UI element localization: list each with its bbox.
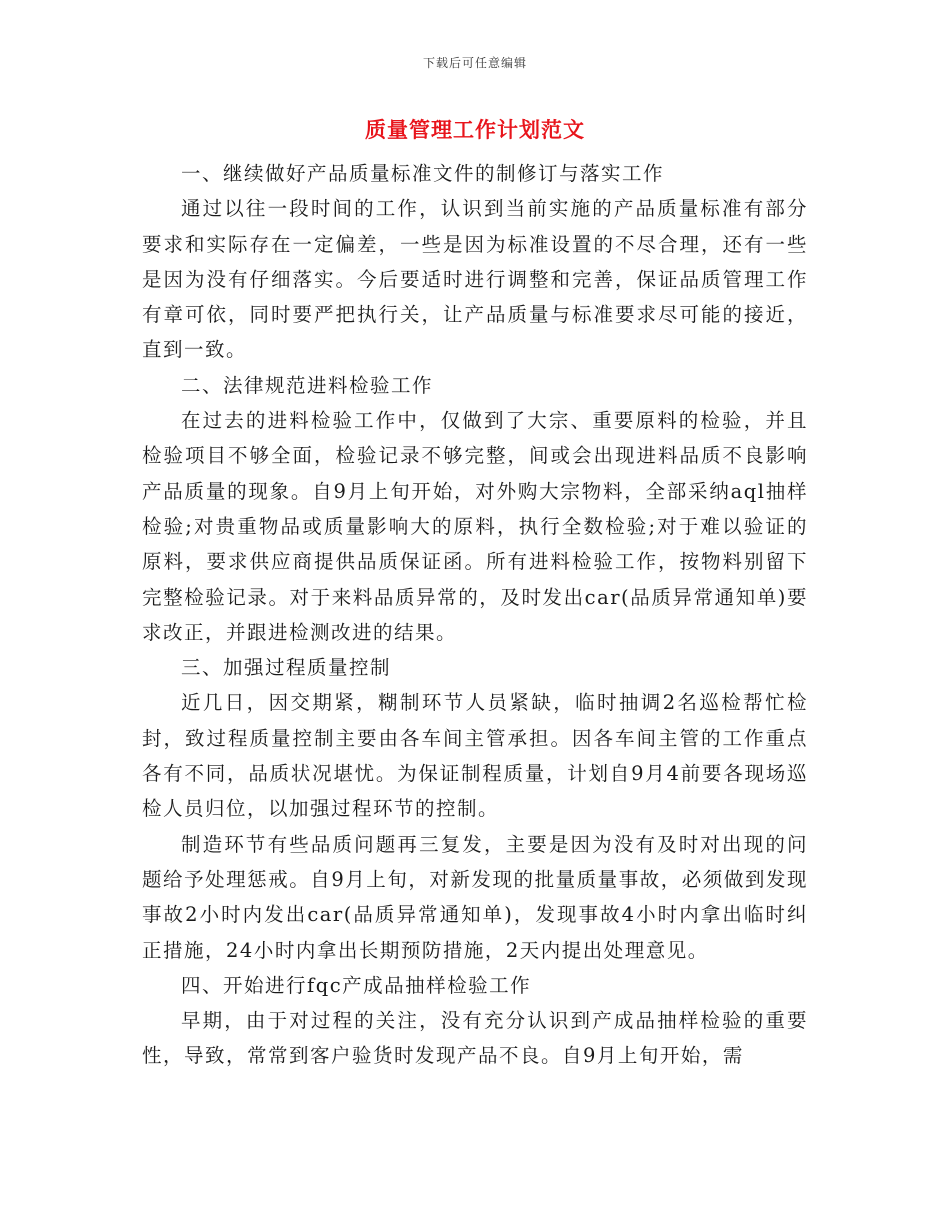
section-heading-3: 三、加强过程质量控制: [181, 656, 392, 680]
paragraph: 早期，由于对过程的关注，没有充分认识到产成品抽样检验的重要性，导致，常常到客户验货时发现产品不良。自9月上旬开始，需: [142, 1009, 808, 1068]
paragraph: 通过以往一段时间的工作，认识到当前实施的产品质量标准有部分要求和实际存在一定偏差，一些是因为标准设置的不尽合理，还有一些是因为没有仔细落实。今后要适时进行调整和完善，保证品质管理工作有章可依，同时要严把执行关，让产品质量与标准要求尽可能的接近，直到一致。: [142, 197, 808, 362]
header-note: 下载后可任意编辑: [422, 56, 527, 70]
section-heading-1: 一、继续做好产品质量标准文件的制修订与落实工作: [181, 162, 665, 185]
document-body: [142, 156, 808, 1074]
document-title: 质量管理工作计划范文: [365, 117, 585, 142]
paragraph: 近几日，因交期紧，糊制环节人员紧缺，临时抽调2名巡检帮忙检封，致过程质量控制主要由各车间主管承担。因各车间主管的工作重点各有不同，品质状况堪忧。为保证制程质量，计划自9月4前要各现场巡检人员归位，以加强过程环节的控制。: [142, 691, 808, 821]
section-heading-2: 二、法律规范进料检验工作: [181, 373, 434, 397]
paragraph: 制造环节有些品质问题再三复发，主要是因为没有及时对出现的问题给予处理惩戒。自9月上旬，对新发现的批量质量事故，必须做到发现事故2小时内发出car(品质异常通知单)，发现事故4小时内拿出临时纠正措施，24小时内拿出长期预防措施，2天内提出处理意见。: [142, 832, 808, 962]
section-heading-4: 四、开始进行fqc产成品抽样检验工作: [181, 973, 532, 997]
paragraph: 在过去的进料检验工作中，仅做到了大宗、重要原料的检验，并且检验项目不够全面，检验记录不够完整，间或会出现进料品质不良影响产品质量的现象。自9月上旬开始，对外购大宗物料，全部采纳aql抽样检验;对贵重物品或质量影响大的原料，执行全数检验;对于难以验证的原料，要求供应商提供品质保证函。所有进料检验工作，按物料别留下完整检验记录。对于来料品质异常的，及时发出car(品质异常通知单)要求改正，并跟进检测改进的结果。: [142, 409, 808, 644]
